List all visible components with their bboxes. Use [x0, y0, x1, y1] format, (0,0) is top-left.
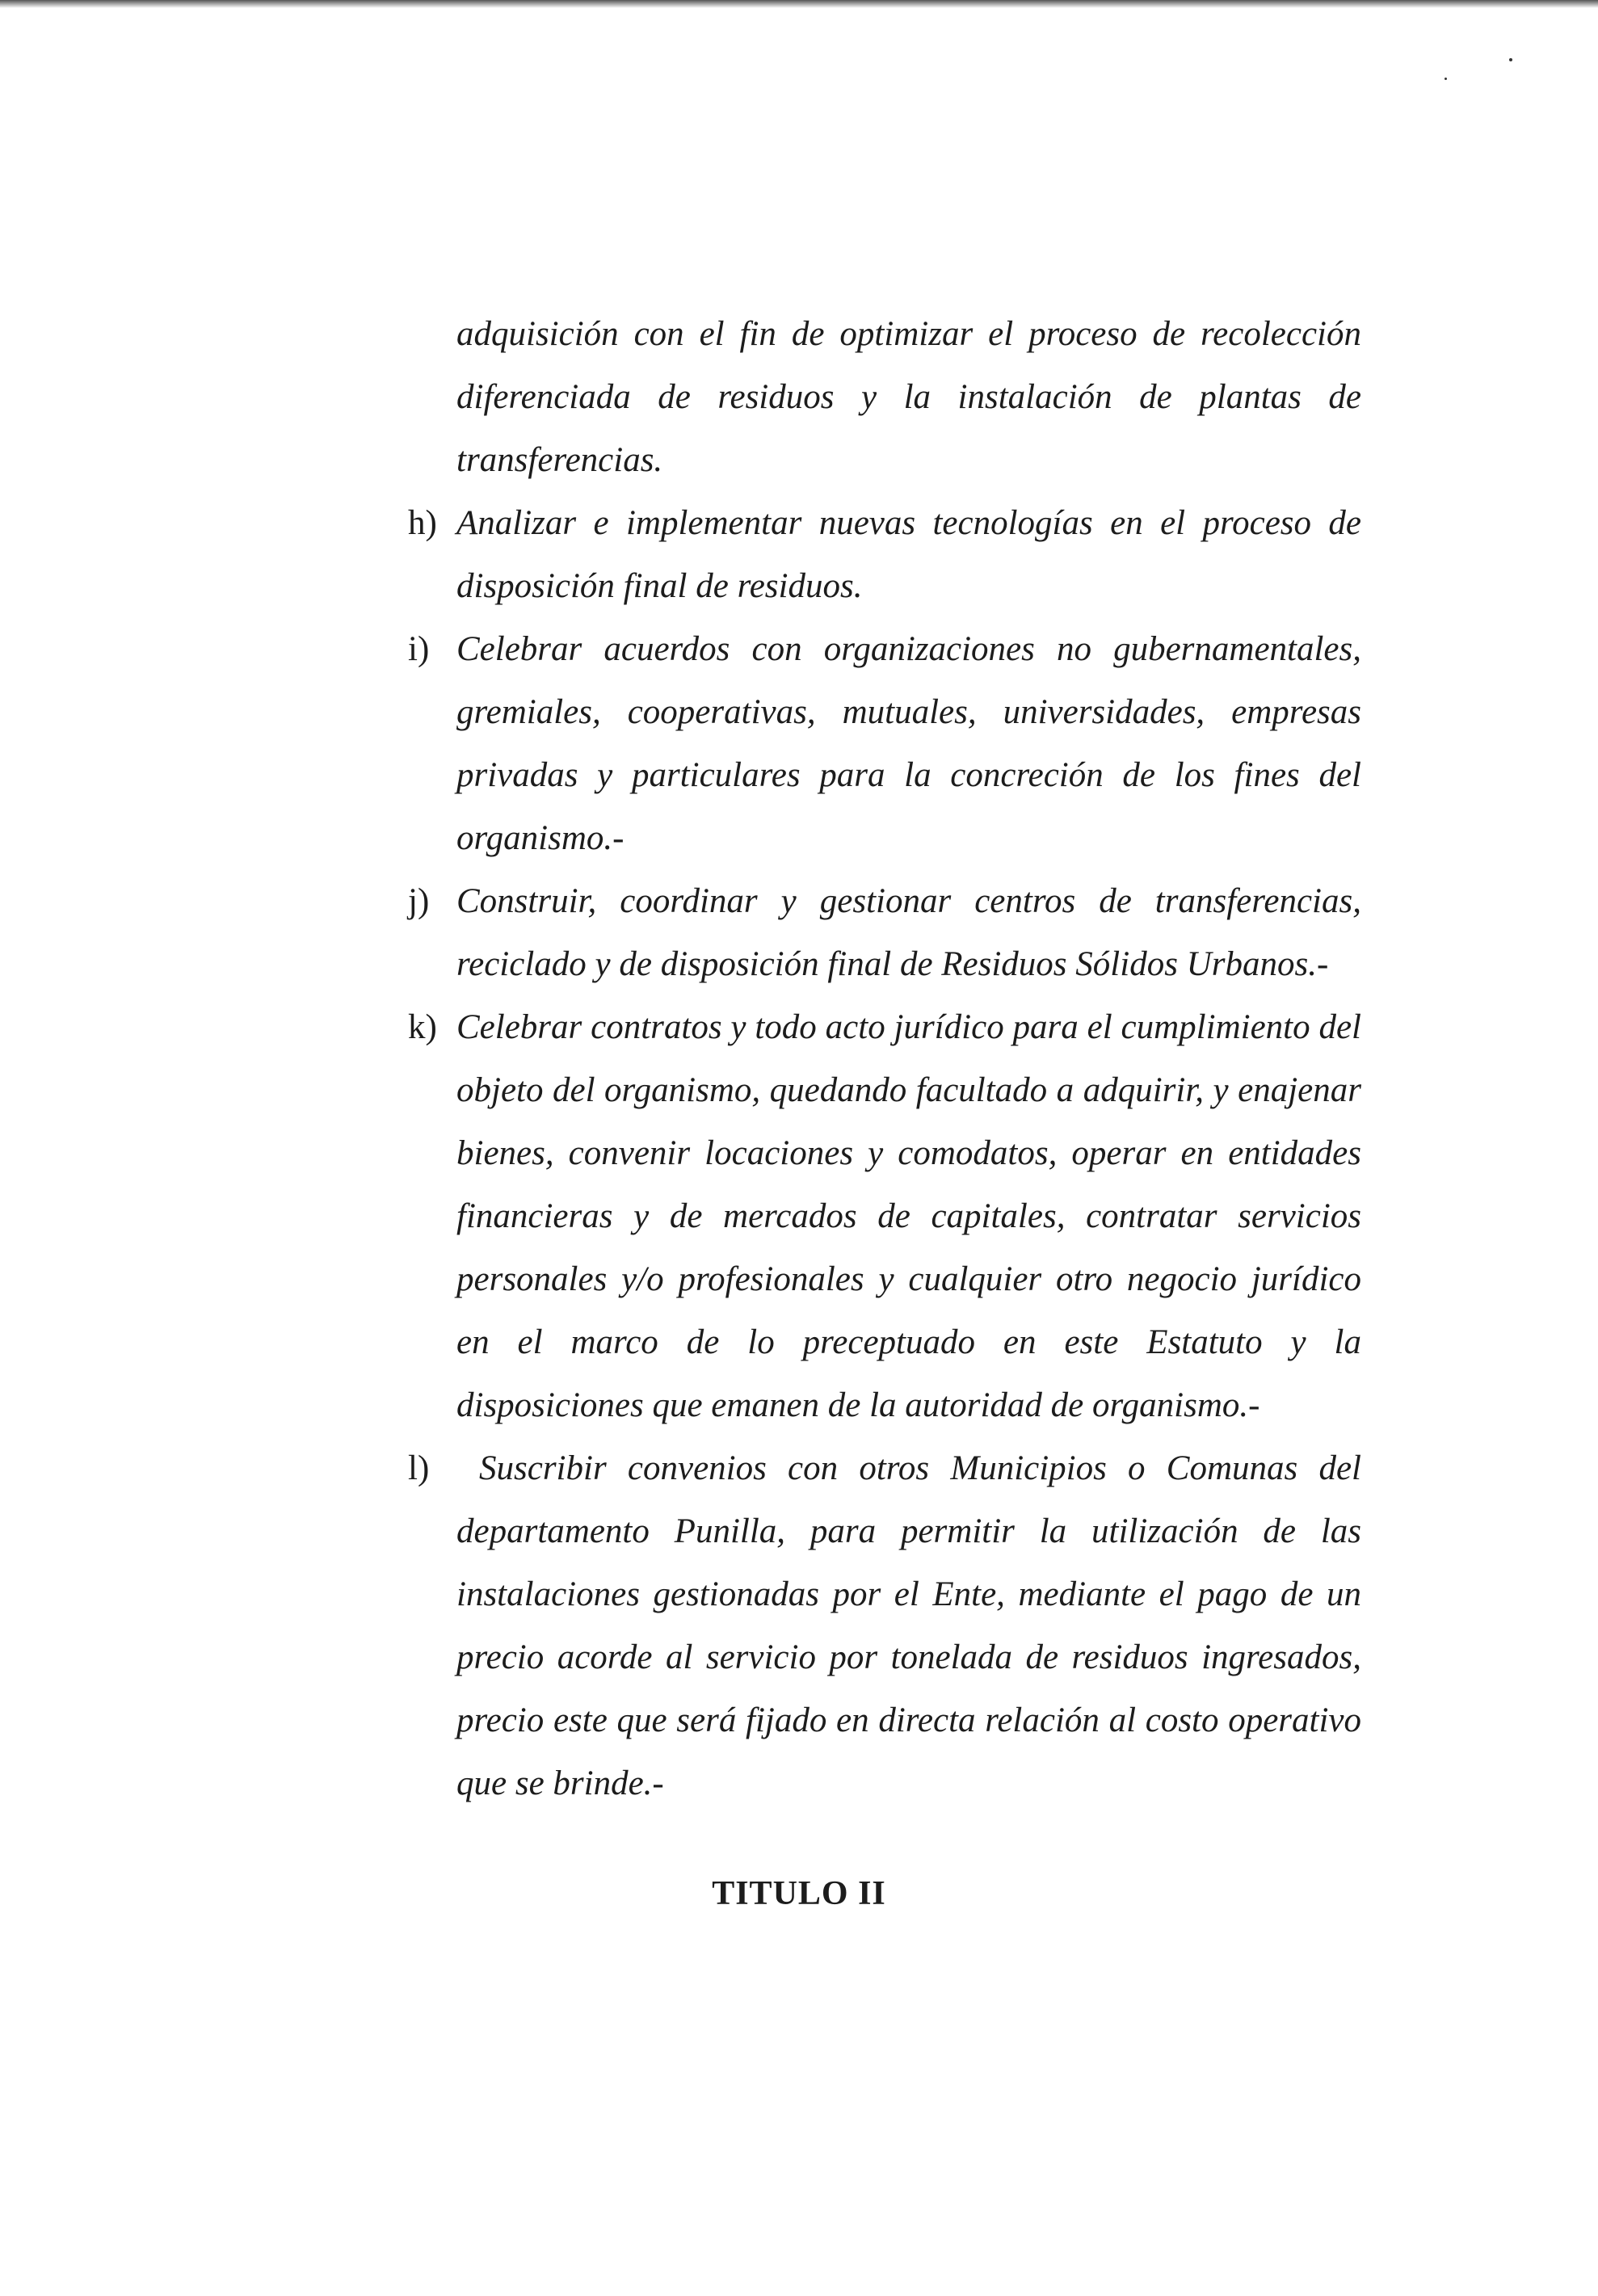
list-item-text: Analizar e implementar nuevas tecnologías en el proceso de disposición final de residuos. [456, 504, 1361, 605]
document-body [408, 303, 1361, 1815]
list-item-text: Suscribir convenios con otros Municipios o Comunas del departamento Punilla, para permitir la utilización de las instalaciones gestionadas por el Ente, mediante el pago de un precio acorde al servicio por tonelada de residuos ingresados, precio este que será fijado en directa relación al costo operativo que se brinde.- [456, 1449, 1361, 1802]
list-item-k [408, 996, 1361, 1437]
scan-speck [1445, 78, 1447, 80]
list-item-i [408, 618, 1361, 870]
list-item-text: Construir, coordinar y gestionar centros de transferencias, reciclado y de disposición final de Residuos Sólidos Urbanos.- [456, 882, 1361, 983]
scan-top-edge [0, 0, 1598, 8]
list-marker: l) [408, 1449, 430, 1487]
list-item-j [408, 870, 1361, 996]
section-heading: TITULO II [712, 1875, 886, 1912]
list-marker: j) [408, 882, 430, 920]
list-marker: h) [408, 504, 437, 542]
list-marker: i) [408, 630, 430, 668]
list-item-h [408, 492, 1361, 618]
scan-speck [1509, 58, 1512, 61]
intro-paragraph: adquisición con el fin de optimizar el proceso de recolección diferenciada de residuos y la instalación de plantas de transferencias. [456, 315, 1361, 479]
list-item-text: Celebrar acuerdos con organizaciones no gubernamentales, gremiales, cooperativas, mutuales, universidades, empresas privadas y particulares para la concreción de los fines del organismo.- [456, 630, 1361, 857]
list-item-l [408, 1437, 1361, 1815]
list-item-text: Celebrar contratos y todo acto jurídico para el cumplimiento del objeto del organismo, quedando facultado a adquirir, y enajenar bienes, convenir locaciones y comodatos, operar en entidades financieras y de mercados de capitales, contratar servicios personales y/o profesionales y cualquier otro negocio jurídico en el marco de lo preceptuado en este Estatuto y la disposiciones que emanen de la autoridad de organismo.- [456, 1008, 1361, 1424]
list-marker: k) [408, 1008, 437, 1046]
